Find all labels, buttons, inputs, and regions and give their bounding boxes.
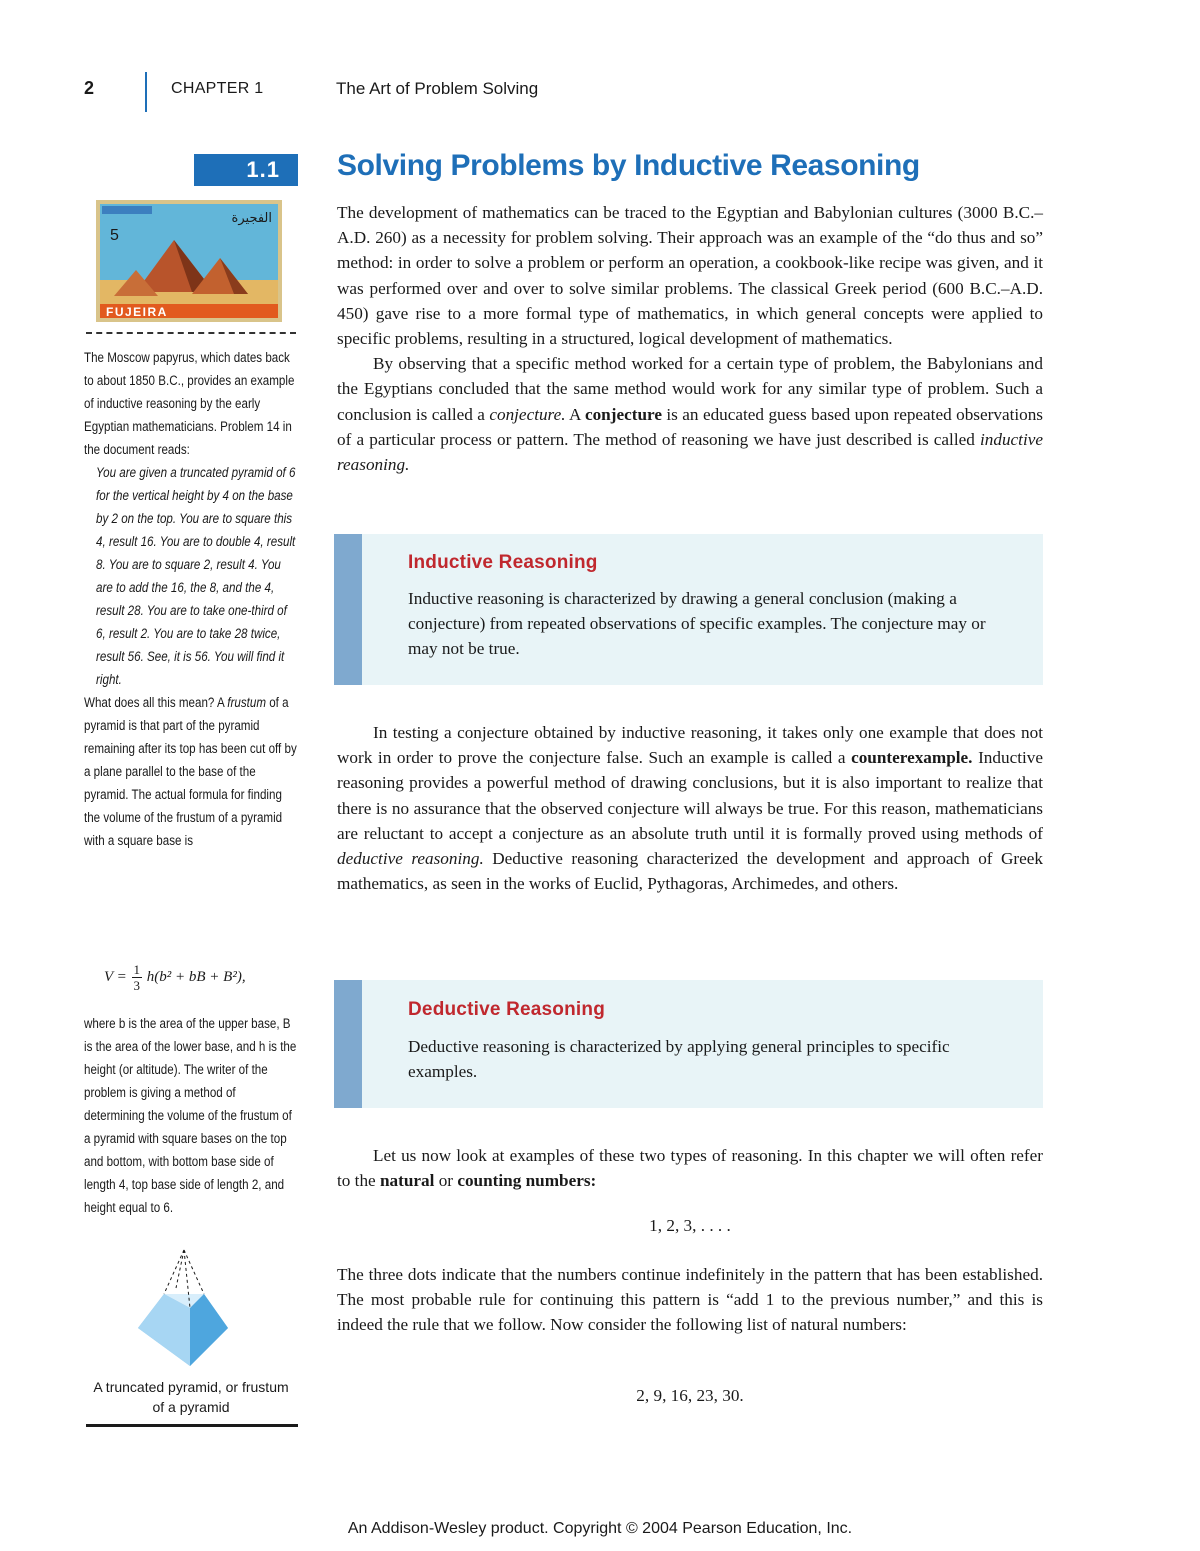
stamp-arabic: الفجيرة — [231, 211, 272, 226]
definition-box-bar — [334, 534, 362, 685]
paragraph-counterexample: In testing a conjecture obtained by inductive reasoning, it takes only one example that does not work in order to prove the conjecture false. Such an example is called a counterexample. Inductive reasoning provides a powerful method of drawing conclusions, but it is also important to realize that there is no assurance that the observed conjecture will always be true. For this reason, mathematicians are reluctant to accept a conjecture as an absolute truth until it is formally proved using methods of deductive reasoning. Deductive reasoning characterized the development and approach of Greek mathematics, as seen in the works of Euclid, Pythagoras, Archimedes, and others. — [337, 723, 1043, 894]
body-natural-numbers — [337, 1143, 1043, 1193]
frustum-pyramid-icon — [116, 1248, 246, 1372]
inductive-definition-text: Inductive reasoning is characterized by drawing a general conclusion (making a conjecture) from repeated observations of specific examples. The conjecture may or may not be true. — [408, 589, 986, 659]
sequence-example: 2, 9, 16, 23, 30. — [636, 1386, 744, 1405]
formula-fraction: $\frac{1}{3}$ — [133, 962, 141, 993]
pyramid-caption: A truncated pyramid, or frustum of a pyramid — [93, 1379, 289, 1415]
sidebar-divider — [86, 332, 296, 334]
caption-rule — [86, 1424, 298, 1427]
deductive-definition-title: Deductive Reasoning — [408, 999, 606, 1020]
sequence-counting-numbers: 1, 2, 3, . . . . — [649, 1216, 731, 1235]
paragraph-history: The development of mathematics can be traced to the Egyptian and Babylonian cultures (3000 B.C.–A.D. 260) as a necessity for problem solving. Their approach was an example of the “do thus and so” method: in order to solve a problem or perform an operation, a cookbook-like recipe was given, and it was performed over and over to solve similar problems. The classical Greek period (600 B.C.–A.D. 450) gave rise to a more formal type of mathematics, in which general concepts were applied to specific problems, resulting in a structured, logical development of mathematics. — [337, 203, 1043, 349]
body-intro — [337, 200, 1043, 477]
header-divider — [145, 72, 147, 112]
copyright-footer: An Addison-Wesley product. Copyright © 2004 Pearson Education, Inc. — [347, 1520, 853, 1537]
definition-box-bar — [334, 980, 362, 1108]
body-counterexample — [337, 720, 1043, 896]
paragraph-three-dots: The three dots indicate that the numbers continue indefinitely in the pattern that has been established. The most probable rule for continuing this pattern is “add 1 to the previous number,” and this is indeed the rule that we follow. Now consider the following list of natural numbers: — [337, 1265, 1043, 1335]
sidebar-quote: You are given a truncated pyramid of 6 for the vertical height by 4 on the base by 2 on the top. You are to square this 4, result 16. You are to double 4, result 8. You are to square 2, result 4. You are to add the 16, the 8, and the 4, result 28. You are to take one-third of 6, result 2. You are to take 28 twice, result 56. See, it is 56. You will find it right. — [96, 465, 296, 687]
sidebar-intro: The Moscow papyrus, which dates back to about 1850 B.C., provides an example of inductive reasoning by the early Egyptian mathematicians. Problem 14 in the document reads: — [84, 350, 295, 457]
inductive-definition-box — [334, 534, 1043, 685]
sidebar-paragraph-variables: where b is the area of the upper base, B is the area of the lower base, and h is the height (or altitude). The writer of the problem is giving a method of determining the volume of the frustum of a pyramid with square bases on the top and bottom, with bottom base side of length 4, top base side of length 2, and height equal to 6. — [84, 1016, 297, 1215]
deductive-definition-box — [334, 980, 1043, 1108]
section-title: Solving Problems by Inductive Reasoning — [337, 149, 920, 182]
stamp-country: FUJEIRA — [106, 305, 168, 319]
paragraph-conjecture: By observing that a specific method worked for a certain type of problem, the Babylonians and the Egyptians concluded that the same method would work for any similar type of problem. Such a conclusion is called a conjecture. A conjecture is an educated guess based upon repeated observations of a particular process or pattern. The method of reasoning we have just described is called inductive reasoning. — [337, 354, 1043, 475]
sidebar-note-continued — [84, 1012, 299, 1219]
paragraph-natural-numbers: Let us now look at examples of these two types of reasoning. In this chapter we will often refer to the natural or counting numbers: — [337, 1146, 1043, 1191]
section-number-badge: 1.1 — [194, 154, 298, 186]
pyramids-stamp-icon — [96, 200, 282, 322]
frustum-formula: V = $\frac{1}{3}$ h(b² + bB + B²), — [104, 962, 246, 993]
deductive-definition-text: Deductive reasoning is characterized by applying general principles to specific examples. — [408, 1037, 950, 1082]
body-three-dots — [337, 1262, 1043, 1338]
page-number: 2 — [84, 78, 95, 98]
inductive-definition-title: Inductive Reasoning — [408, 552, 598, 573]
sidebar-note — [84, 346, 299, 852]
stamp-value: 5 — [110, 227, 119, 244]
sidebar-paragraph-frustum: What does all this mean? A frustum of a pyramid is that part of the pyramid remaining after its top has been cut off by a plane parallel to the base of the pyramid. The actual formula for finding the volume of the frustum of a pyramid with a square base is — [84, 695, 297, 848]
chapter-label: CHAPTER 1 — [171, 80, 264, 97]
chapter-title: The Art of Problem Solving — [336, 79, 539, 98]
